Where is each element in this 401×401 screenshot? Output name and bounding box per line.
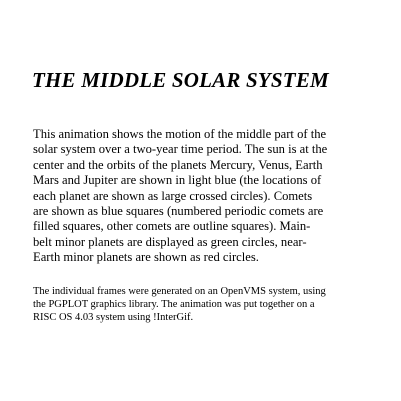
description-line: Earth minor planets are shown as red circles. — [33, 250, 259, 265]
credit-line: RISC OS 4.03 system using !InterGif. — [33, 312, 194, 324]
description-paragraph — [33, 127, 327, 266]
credit-line: the PGPLOT graphics library. The animation was put together on a — [33, 299, 315, 311]
credit-paragraph — [33, 285, 326, 325]
description-line: Mars and Jupiter are shown in light blue (the locations of — [33, 173, 322, 188]
credit-line: The individual frames were generated on an OpenVMS system, using — [33, 286, 326, 297]
description-line: This animation shows the motion of the middle part of the — [33, 127, 327, 141]
page-title: THE MIDDLE SOLAR SYSTEM — [32, 68, 329, 92]
description-line: center and the orbits of the planets Mercury, Venus, Earth — [33, 157, 323, 172]
description-line: belt minor planets are displayed as green circles, near- — [33, 234, 307, 249]
description-line: solar system over a two-year time period. The sun is at the — [33, 142, 328, 157]
description-line: filled squares, other comets are outline squares). Main- — [33, 219, 311, 234]
description-line: are shown as blue squares (numbered periodic comets are — [33, 204, 324, 219]
description-line: each planet are shown as large crossed circles). Comets — [33, 188, 313, 203]
